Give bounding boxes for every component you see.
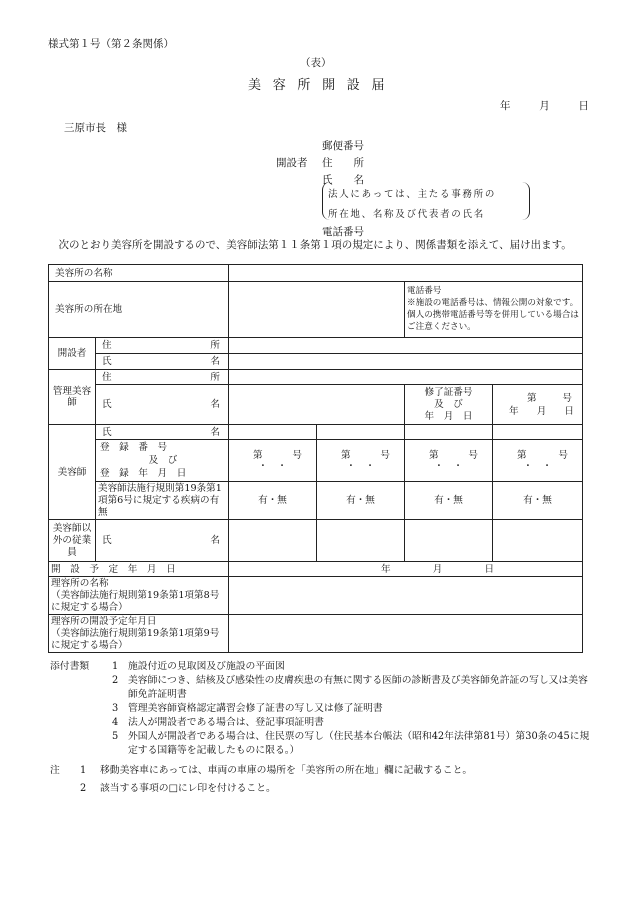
beautician-name-4[interactable] <box>493 425 583 440</box>
phone-label: 電話番号 <box>407 286 442 296</box>
lbl-shi-2: 氏 <box>102 399 112 410</box>
attach-text-1: 施設付近の見取図及び施設の平面図 <box>128 661 285 672</box>
founder-address-field[interactable] <box>229 338 583 354</box>
planned-day: 日 <box>484 563 495 575</box>
cert-line3: 年 月 日 <box>424 410 473 422</box>
other-staff-3[interactable] <box>405 520 493 562</box>
note-text-2: 該当する事項の□にレ印を付けること。 <box>100 783 276 794</box>
riyo-name-field[interactable] <box>229 577 583 615</box>
cert-line2: 及 び <box>434 398 463 410</box>
manager-name-field[interactable] <box>229 385 405 425</box>
lbl-ju-2: 住 <box>102 371 112 383</box>
founder-name-label <box>96 354 229 370</box>
corp-note-line2: 所在地、名称及び代表者の氏名 <box>328 209 485 220</box>
page-title: 美容所開設届 <box>248 78 397 93</box>
planned-year: 年 <box>381 563 391 575</box>
beautician-label: 美容師 <box>49 425 96 520</box>
manager-address-field[interactable] <box>229 370 583 385</box>
form-label: 様式第１号（第２条関係） <box>48 38 174 50</box>
manager-address-label <box>96 370 229 385</box>
disease-field-2[interactable]: 有・無 <box>317 482 405 520</box>
reg-go-2: 号 <box>380 449 390 461</box>
salon-name-text: 美容所の名称 <box>55 267 113 279</box>
reg-dai-2: 第 <box>341 449 351 461</box>
cert-go: 号 <box>562 392 572 404</box>
other-staff-label: 美容師以外の従業員 <box>49 520 96 562</box>
beautician-name-2[interactable] <box>317 425 405 440</box>
riyo-date-text: 理容所の開設予定年月日 <box>51 615 157 627</box>
salon-name-field[interactable] <box>229 265 583 282</box>
attach-no-3: 3 <box>112 703 119 714</box>
lbl-shi: 氏 <box>102 356 112 367</box>
other-staff-4[interactable] <box>493 520 583 562</box>
manager-name-label <box>96 385 229 425</box>
disease-label: 美容師法施行規則第19条第1項第6号に規定する疾病の有無 <box>96 482 229 520</box>
salon-address-field[interactable] <box>229 282 405 338</box>
applicant-role: 開設者 <box>276 157 308 169</box>
lbl-sho-2: 所 <box>210 371 220 383</box>
attach-text-3: 管理美容師資格認定講習会修了証書の写し又は修了証明書 <box>128 703 383 714</box>
other-staff-name-label <box>96 520 229 562</box>
cert-number-field[interactable] <box>493 385 583 425</box>
reg-line1: 登 録 番 号 <box>100 442 168 453</box>
lbl-shi-4: 氏 <box>102 535 112 546</box>
planned-date-label: 開 設 予 定 年 月 日 <box>49 562 229 577</box>
attach-no-1: 1 <box>112 661 119 672</box>
date-month: 月 <box>539 100 550 112</box>
salon-address-text: 美容所の所在地 <box>55 304 123 315</box>
lbl-sho: 所 <box>210 340 220 351</box>
date-year: 年 <box>500 100 511 112</box>
attach-no-4: 4 <box>112 717 119 728</box>
registration-field-1[interactable] <box>229 440 317 482</box>
reg-line2: 及 び <box>148 455 178 466</box>
reg-go-3: 号 <box>468 449 478 461</box>
beautician-name-3[interactable] <box>405 425 493 440</box>
reg-dots-2: ・ ・ <box>346 460 375 472</box>
riyo-name-text: 理容所の名称 <box>51 577 109 589</box>
date-day: 日 <box>578 100 589 112</box>
cert-line1: 修了証番号 <box>424 386 473 398</box>
cert-dai: 第 <box>527 392 537 404</box>
cert-number-label <box>405 385 493 425</box>
note-text-1: 移動美容車にあっては、車両の車庫の場所を「美容所の所在地」欄に記載すること。 <box>100 765 473 776</box>
reg-dai-1: 第 <box>253 449 263 461</box>
disease-field-3[interactable]: 有・無 <box>405 482 493 520</box>
reg-dai-3: 第 <box>429 449 439 461</box>
beautician-name-label <box>96 425 229 440</box>
riyo-date-field[interactable] <box>229 615 583 653</box>
beautician-name-1[interactable] <box>229 425 317 440</box>
reg-go-1: 号 <box>292 449 302 461</box>
reg-dots-1: ・ ・ <box>258 460 287 472</box>
notes-label: 注 <box>50 765 60 776</box>
attachments-label: 添付書類 <box>50 661 90 672</box>
addressee: 三原市長 様 <box>64 122 127 134</box>
disease-field-4[interactable]: 有・無 <box>493 482 583 520</box>
lbl-mei-2: 名 <box>210 399 220 410</box>
reg-dots-3: ・ ・ <box>434 460 463 472</box>
registration-field-2[interactable] <box>317 440 405 482</box>
other-staff-2[interactable] <box>317 520 405 562</box>
attach-text-5: 外国人が開設者である場合は、住民票の写し（住民基本台帳法（昭和42年法律第81号）第30条の45に規定する国籍等を記載したものに限る。） <box>128 731 590 756</box>
phone-note: ※施設の電話番号は、情報公開の対象です。個人の携帯電話番号等を併用している場合はご注意ください。 <box>407 298 579 332</box>
reg-dots-4: ・ ・ <box>523 460 552 472</box>
date-line <box>500 98 589 113</box>
riyo-date-note: （美容師法施行規則第19条第1項第9号に規定する場合） <box>51 627 220 651</box>
attach-no-5: 5 <box>112 731 119 742</box>
other-staff-1[interactable] <box>229 520 317 562</box>
planned-date-field[interactable] <box>229 562 583 577</box>
riyo-date-label <box>49 615 229 653</box>
note-no-2: 2 <box>80 783 87 794</box>
registration-field-4[interactable] <box>493 440 583 482</box>
cert-year: 年 <box>509 405 519 417</box>
attach-text-4: 法人が開設者である場合は、登記事項証明書 <box>128 717 324 728</box>
attach-no-2: 2 <box>112 675 119 686</box>
reg-go-4: 号 <box>558 449 568 461</box>
cert-day: 日 <box>564 405 574 417</box>
lbl-ju: 住 <box>102 340 112 351</box>
registration-label <box>96 440 229 482</box>
intro-text: 次のとおり美容所を開設するので、美容師法第１１条第１項の規定により、関係書類を添えて、届け出ます。 <box>58 239 572 251</box>
applicant-postal: 郵便番号 <box>322 140 364 152</box>
registration-field-3[interactable] <box>405 440 493 482</box>
founder-label: 開設者 <box>49 338 96 370</box>
attachments <box>50 660 590 758</box>
riyo-name-note: （美容師法施行規則第19条第1項第8号に規定する場合） <box>51 589 220 613</box>
founder-name-field[interactable] <box>229 354 583 370</box>
lbl-mei-4: 名 <box>210 535 220 546</box>
lbl-mei: 名 <box>210 356 220 367</box>
salon-name-label <box>49 265 229 282</box>
applicant-phone: 電話番号 <box>322 226 364 238</box>
planned-month: 月 <box>432 563 443 575</box>
founder-address-label <box>96 338 229 354</box>
salon-phone-cell <box>405 282 583 338</box>
lbl-mei-3: 名 <box>210 426 220 438</box>
disease-field-1[interactable]: 有・無 <box>229 482 317 520</box>
reg-dai-4: 第 <box>517 449 527 461</box>
notes <box>50 764 590 796</box>
attach-text-2: 美容師につき、結核及び感染性の皮膚疾患の有無に関する医師の診断書及び美容師免許証の写し又は美容師免許証明書 <box>128 675 588 700</box>
riyo-name-label <box>49 577 229 615</box>
salon-address-label <box>49 282 229 338</box>
note-no-1: 1 <box>80 765 87 776</box>
manager-label: 管理美容師 <box>49 370 96 425</box>
form-table <box>48 264 583 653</box>
lbl-shi-3: 氏 <box>102 426 112 438</box>
cert-month: 月 <box>536 405 547 417</box>
applicant-name: 氏 名 <box>322 174 364 186</box>
corp-note-line1: 法人にあっては、主たる事務所の <box>328 189 497 200</box>
applicant-address: 住 所 <box>322 157 364 169</box>
side-label: （表） <box>300 57 332 69</box>
reg-line3: 登 録 年 月 日 <box>100 468 187 479</box>
